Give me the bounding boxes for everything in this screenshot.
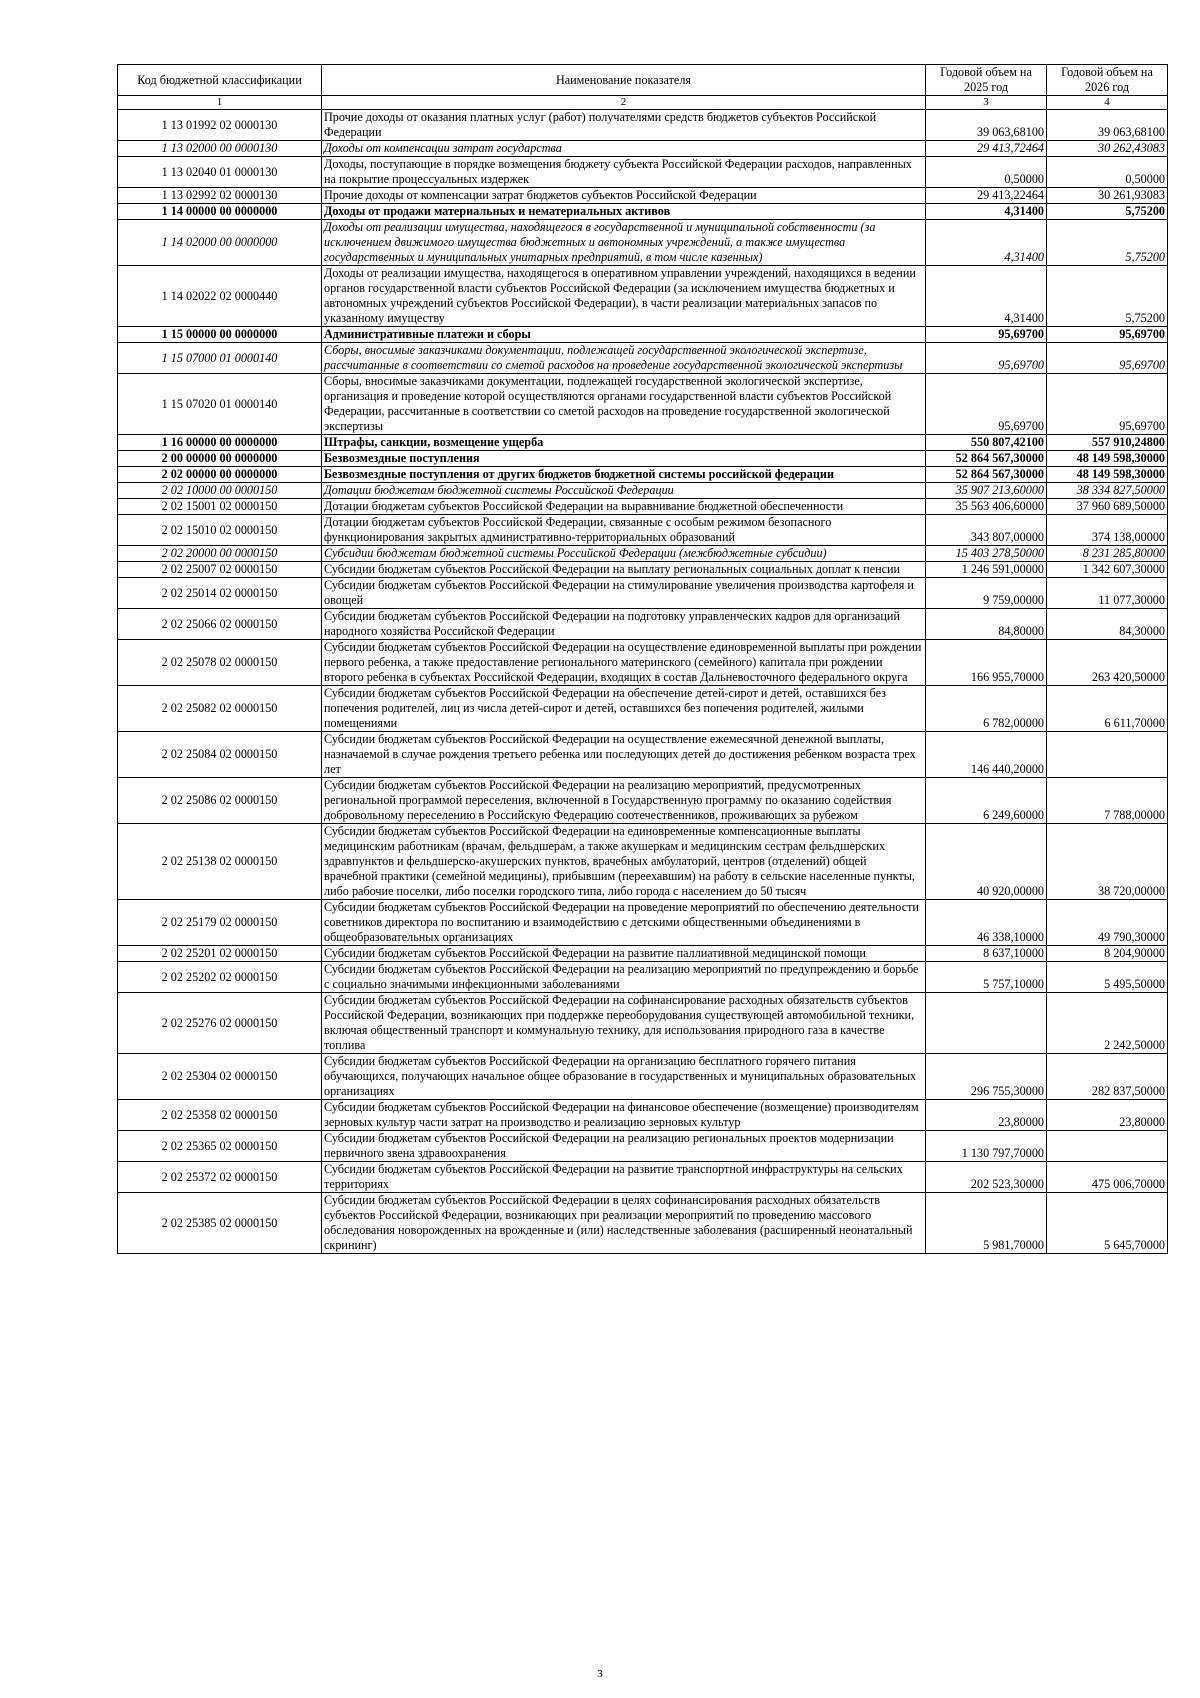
row-value-2026: 23,80000 bbox=[1047, 1100, 1168, 1131]
row-value-2025: 5 757,10000 bbox=[926, 962, 1047, 993]
row-name: Субсидии бюджетам субъектов Российской Федерации на реализацию мероприятий, предусмотренных региональной программой переселения, включенной в Государственную программу по оказанию содействия добровольному переселению в Российскую Федерацию соотечественников, проживающих за рубежом bbox=[322, 778, 926, 824]
header-vol-2026: Годовой объем на 2026 год bbox=[1047, 65, 1168, 96]
row-code: 2 02 25084 02 0000150 bbox=[118, 732, 322, 778]
row-code: 1 14 00000 00 0000000 bbox=[118, 204, 322, 220]
row-code: 1 14 02022 02 0000440 bbox=[118, 266, 322, 327]
row-value-2026: 95,69700 bbox=[1047, 327, 1168, 343]
row-value-2026: 38 720,00000 bbox=[1047, 824, 1168, 900]
row-code: 2 02 25066 02 0000150 bbox=[118, 609, 322, 640]
row-value-2025: 9 759,00000 bbox=[926, 578, 1047, 609]
row-code: 2 02 00000 00 0000000 bbox=[118, 467, 322, 483]
row-value-2025: 15 403 278,50000 bbox=[926, 546, 1047, 562]
row-name: Субсидии бюджетам субъектов Российской Федерации на реализацию мероприятий по предупреждению и борьбе с социально значимыми инфекционными заболеваниями bbox=[322, 962, 926, 993]
row-code: 1 13 02000 00 0000130 bbox=[118, 141, 322, 157]
row-value-2026: 282 837,50000 bbox=[1047, 1054, 1168, 1100]
table-row bbox=[118, 546, 1168, 562]
table-row bbox=[118, 515, 1168, 546]
row-value-2026: 37 960 689,50000 bbox=[1047, 499, 1168, 515]
row-name: Субсидии бюджетам субъектов Российской Федерации на подготовку управленческих кадров для организаций народного хозяйства Российской Федерации bbox=[322, 609, 926, 640]
row-value-2025: 1 246 591,00000 bbox=[926, 562, 1047, 578]
row-name: Доходы от компенсации затрат государства bbox=[322, 141, 926, 157]
table-row bbox=[118, 435, 1168, 451]
row-name: Субсидии бюджетам субъектов Российской Федерации на проведение мероприятий по обеспечению деятельности советников директора по воспитанию и взаимодействию с детскими общественными объединениями в общеобразовательных организациях bbox=[322, 900, 926, 946]
row-value-2025: 46 338,10000 bbox=[926, 900, 1047, 946]
table-row bbox=[118, 483, 1168, 499]
row-value-2026 bbox=[1047, 1131, 1168, 1162]
page-number: 3 bbox=[597, 1668, 603, 1680]
row-name: Безвозмездные поступления bbox=[322, 451, 926, 467]
row-value-2025: 29 413,72464 bbox=[926, 141, 1047, 157]
table-row bbox=[118, 451, 1168, 467]
row-value-2026: 39 063,68100 bbox=[1047, 110, 1168, 141]
column-number-3: 3 bbox=[926, 96, 1047, 110]
row-value-2025 bbox=[926, 993, 1047, 1054]
row-code: 2 02 15010 02 0000150 bbox=[118, 515, 322, 546]
row-value-2025: 8 637,10000 bbox=[926, 946, 1047, 962]
row-name: Прочие доходы от оказания платных услуг (работ) получателями средств бюджетов субъектов Российской Федерации bbox=[322, 110, 926, 141]
row-code: 1 15 07000 01 0000140 bbox=[118, 343, 322, 374]
row-value-2026: 11 077,30000 bbox=[1047, 578, 1168, 609]
row-value-2026: 5 645,70000 bbox=[1047, 1193, 1168, 1254]
row-value-2026: 374 138,00000 bbox=[1047, 515, 1168, 546]
row-code: 2 02 25276 02 0000150 bbox=[118, 993, 322, 1054]
row-name: Субсидии бюджетам субъектов Российской Федерации на обеспечение детей-сирот и детей, оставшихся без попечения родителей, лиц из числа детей-сирот и детей, оставшихся без попечения родителей, жилыми помещениями bbox=[322, 686, 926, 732]
table-row bbox=[118, 374, 1168, 435]
row-value-2025: 5 981,70000 bbox=[926, 1193, 1047, 1254]
row-code: 2 02 25078 02 0000150 bbox=[118, 640, 322, 686]
table-row bbox=[118, 562, 1168, 578]
row-value-2026: 95,69700 bbox=[1047, 374, 1168, 435]
row-value-2026: 95,69700 bbox=[1047, 343, 1168, 374]
column-number-2: 2 bbox=[322, 96, 926, 110]
table-body bbox=[118, 110, 1168, 1254]
row-value-2025: 146 440,20000 bbox=[926, 732, 1047, 778]
row-value-2026: 8 204,90000 bbox=[1047, 946, 1168, 962]
row-name: Сборы, вносимые заказчиками документации, подлежащей государственной экологической экспертизе, рассчитанные в соответствии со сметой расходов на проведение государственной экологической экспертизы bbox=[322, 343, 926, 374]
row-name: Субсидии бюджетам бюджетной системы Российской Федерации (межбюджетные субсидии) bbox=[322, 546, 926, 562]
row-value-2026: 5,75200 bbox=[1047, 204, 1168, 220]
row-value-2025: 550 807,42100 bbox=[926, 435, 1047, 451]
row-name: Дотации бюджетам субъектов Российской Федерации на выравнивание бюджетной обеспеченности bbox=[322, 499, 926, 515]
row-code: 1 14 02000 00 0000000 bbox=[118, 220, 322, 266]
table-row bbox=[118, 1162, 1168, 1193]
row-value-2026: 84,30000 bbox=[1047, 609, 1168, 640]
table-row bbox=[118, 467, 1168, 483]
budget-table bbox=[117, 64, 1168, 1254]
row-value-2026: 30 261,93083 bbox=[1047, 188, 1168, 204]
header-row bbox=[118, 65, 1168, 96]
row-name: Субсидии бюджетам субъектов Российской Федерации в целях софинансирования расходных обязательств субъектов Российской Федерации, возникающих при реализации мероприятий по проведению массового обследования новорожденных на врожденные и (или) наследственные заболевания (расширенный неонатальный скрининг) bbox=[322, 1193, 926, 1254]
row-name: Субсидии бюджетам субъектов Российской Федерации на организацию бесплатного горячего питания обучающихся, получающих начальное общее образование в государственных и муниципальных образовательных организациях bbox=[322, 1054, 926, 1100]
row-code: 2 02 25304 02 0000150 bbox=[118, 1054, 322, 1100]
header-vol-2025: Годовой объем на 2025 год bbox=[926, 65, 1047, 96]
row-name: Прочие доходы от компенсации затрат бюджетов субъектов Российской Федерации bbox=[322, 188, 926, 204]
table-row bbox=[118, 732, 1168, 778]
table-row bbox=[118, 141, 1168, 157]
row-value-2026: 8 231 285,80000 bbox=[1047, 546, 1168, 562]
row-value-2025: 23,80000 bbox=[926, 1100, 1047, 1131]
row-name: Субсидии бюджетам субъектов Российской Федерации на софинансирование расходных обязательств субъектов Российской Федерации, возникающих при поддержке переоборудования существующей автомобильной техники, включая общественный транспорт и коммунальную технику, для использования природного газа в качестве топлива bbox=[322, 993, 926, 1054]
table-row bbox=[118, 778, 1168, 824]
row-code: 1 13 01992 02 0000130 bbox=[118, 110, 322, 141]
row-code: 2 02 25365 02 0000150 bbox=[118, 1131, 322, 1162]
table-row bbox=[118, 499, 1168, 515]
row-value-2025: 202 523,30000 bbox=[926, 1162, 1047, 1193]
row-value-2026: 49 790,30000 bbox=[1047, 900, 1168, 946]
table-row bbox=[118, 946, 1168, 962]
row-value-2025: 6 249,60000 bbox=[926, 778, 1047, 824]
table-row bbox=[118, 1131, 1168, 1162]
row-name: Субсидии бюджетам субъектов Российской Федерации на финансовое обеспечение (возмещение) производителям зерновых культур части затрат на производство и реализацию зерновых культур bbox=[322, 1100, 926, 1131]
row-code: 2 02 25007 02 0000150 bbox=[118, 562, 322, 578]
row-name: Субсидии бюджетам субъектов Российской Федерации на стимулирование увеличения производства картофеля и овощей bbox=[322, 578, 926, 609]
row-name: Доходы, поступающие в порядке возмещения бюджету субъекта Российской Федерации расходов, направленных на покрытие процессуальных издержек bbox=[322, 157, 926, 188]
row-value-2025: 166 955,70000 bbox=[926, 640, 1047, 686]
row-name: Субсидии бюджетам субъектов Российской Федерации на осуществление единовременной выплаты при рождении первого ребенка, а также предоставление регионального материнского (семейного) капитала при рождении второго ребенка в субъектах Российской Федерации, входящих в состав Дальневосточного федерального округа bbox=[322, 640, 926, 686]
table-row bbox=[118, 609, 1168, 640]
table-row bbox=[118, 1100, 1168, 1131]
row-name: Безвозмездные поступления от других бюджетов бюджетной системы российской федерации bbox=[322, 467, 926, 483]
header-name: Наименование показателя bbox=[322, 65, 926, 96]
row-name: Штрафы, санкции, возмещение ущерба bbox=[322, 435, 926, 451]
table-row bbox=[118, 640, 1168, 686]
table-row bbox=[118, 824, 1168, 900]
row-code: 2 02 25014 02 0000150 bbox=[118, 578, 322, 609]
row-code: 2 02 25082 02 0000150 bbox=[118, 686, 322, 732]
row-code: 1 15 07020 01 0000140 bbox=[118, 374, 322, 435]
row-value-2025: 39 063,68100 bbox=[926, 110, 1047, 141]
row-name: Доходы от реализации имущества, находящегося в оперативном управлении учреждений, находящихся в ведении органов государственной власти субъектов Российской Федерации (за исключением имущества бюджетных и автономных учреждений субъектов Российской Федерации), в части реализации материальных запасов по указанному имуществу bbox=[322, 266, 926, 327]
row-name: Субсидии бюджетам субъектов Российской Федерации на осуществление ежемесячной денежной выплаты, назначаемой в случае рождения третьего ребенка или последующих детей до достижения ребенком возраста трех лет bbox=[322, 732, 926, 778]
row-name: Доходы от реализации имущества, находящегося в государственной и муниципальной собственности (за исключением движимого имущества бюджетных и автономных учреждений, а также имущества государственных и муниципальных унитарных предприятий, в том числе казенных) bbox=[322, 220, 926, 266]
row-value-2025: 95,69700 bbox=[926, 327, 1047, 343]
row-code: 2 02 10000 00 0000150 bbox=[118, 483, 322, 499]
table-row bbox=[118, 327, 1168, 343]
column-number-4: 4 bbox=[1047, 96, 1168, 110]
row-code: 2 02 25202 02 0000150 bbox=[118, 962, 322, 993]
row-code: 2 00 00000 00 0000000 bbox=[118, 451, 322, 467]
row-value-2026: 38 334 827,50000 bbox=[1047, 483, 1168, 499]
row-code: 2 02 25086 02 0000150 bbox=[118, 778, 322, 824]
table-row bbox=[118, 110, 1168, 141]
row-code: 1 13 02992 02 0000130 bbox=[118, 188, 322, 204]
row-name: Субсидии бюджетам субъектов Российской Федерации на единовременные компенсационные выплаты медицинским работникам (врачам, фельдшерам, а также акушеркам и медицинским сестрам фельдшерских здравпунктов и фельдшерско-акушерских пунктов, врачебных амбулаторий, центров (отделений) общей врачебной практики (семейной медицины), прибывшим (переехавшим) на работу в сельские населенные пункты, либо рабочие поселки, либо поселки городского типа, либо города с населением до 50 тысяч bbox=[322, 824, 926, 900]
table-row bbox=[118, 188, 1168, 204]
row-value-2026: 30 262,43083 bbox=[1047, 141, 1168, 157]
header-code: Код бюджетной классификации bbox=[118, 65, 322, 96]
row-name: Субсидии бюджетам субъектов Российской Федерации на развитие транспортной инфраструктуры на сельских территориях bbox=[322, 1162, 926, 1193]
row-value-2025: 35 563 406,60000 bbox=[926, 499, 1047, 515]
row-name: Сборы, вносимые заказчиками документации, подлежащей государственной экологической экспертизе, организация и проведение которой осуществляются органами государственной власти субъектов Российской Федерации, рассчитанные в соответствии со сметой расходов на проведение государственной экологической экспертизы bbox=[322, 374, 926, 435]
row-value-2026: 475 006,70000 bbox=[1047, 1162, 1168, 1193]
table-row bbox=[118, 578, 1168, 609]
row-value-2026 bbox=[1047, 732, 1168, 778]
row-name: Административные платежи и сборы bbox=[322, 327, 926, 343]
row-value-2025: 95,69700 bbox=[926, 374, 1047, 435]
row-value-2026: 5,75200 bbox=[1047, 266, 1168, 327]
table-row bbox=[118, 204, 1168, 220]
row-value-2025: 6 782,00000 bbox=[926, 686, 1047, 732]
row-value-2026: 0,50000 bbox=[1047, 157, 1168, 188]
table-row bbox=[118, 1054, 1168, 1100]
row-code: 2 02 25179 02 0000150 bbox=[118, 900, 322, 946]
row-value-2026: 48 149 598,30000 bbox=[1047, 451, 1168, 467]
row-value-2026: 263 420,50000 bbox=[1047, 640, 1168, 686]
row-code: 2 02 25358 02 0000150 bbox=[118, 1100, 322, 1131]
row-name: Субсидии бюджетам субъектов Российской Федерации на реализацию региональных проектов модернизации первичного звена здравоохранения bbox=[322, 1131, 926, 1162]
row-value-2026: 48 149 598,30000 bbox=[1047, 467, 1168, 483]
table-row bbox=[118, 157, 1168, 188]
row-value-2025: 1 130 797,70000 bbox=[926, 1131, 1047, 1162]
row-code: 2 02 15001 02 0000150 bbox=[118, 499, 322, 515]
table-row bbox=[118, 343, 1168, 374]
row-value-2026: 557 910,24800 bbox=[1047, 435, 1168, 451]
row-code: 2 02 25385 02 0000150 bbox=[118, 1193, 322, 1254]
row-value-2025: 296 755,30000 bbox=[926, 1054, 1047, 1100]
row-value-2025: 84,80000 bbox=[926, 609, 1047, 640]
row-code: 2 02 25372 02 0000150 bbox=[118, 1162, 322, 1193]
row-value-2026: 1 342 607,30000 bbox=[1047, 562, 1168, 578]
row-value-2025: 35 907 213,60000 bbox=[926, 483, 1047, 499]
column-number-row bbox=[118, 96, 1168, 110]
row-name: Дотации бюджетам бюджетной системы Российской Федерации bbox=[322, 483, 926, 499]
row-value-2026: 7 788,00000 bbox=[1047, 778, 1168, 824]
table-row bbox=[118, 962, 1168, 993]
table-row bbox=[118, 220, 1168, 266]
row-name: Субсидии бюджетам субъектов Российской Федерации на выплату региональных социальных доплат к пенсии bbox=[322, 562, 926, 578]
row-value-2025: 343 807,00000 bbox=[926, 515, 1047, 546]
row-value-2025: 95,69700 bbox=[926, 343, 1047, 374]
row-value-2025: 29 413,22464 bbox=[926, 188, 1047, 204]
table-row bbox=[118, 993, 1168, 1054]
row-code: 2 02 25138 02 0000150 bbox=[118, 824, 322, 900]
budget-table-sheet bbox=[117, 64, 1167, 1254]
row-code: 1 13 02040 01 0000130 bbox=[118, 157, 322, 188]
row-value-2025: 4,31400 bbox=[926, 204, 1047, 220]
row-code: 2 02 20000 00 0000150 bbox=[118, 546, 322, 562]
row-name: Дотации бюджетам субъектов Российской Федерации, связанные с особым режимом безопасного функционирования закрытых административно-территориальных образований bbox=[322, 515, 926, 546]
row-code: 2 02 25201 02 0000150 bbox=[118, 946, 322, 962]
row-value-2025: 4,31400 bbox=[926, 266, 1047, 327]
row-value-2026: 5 495,50000 bbox=[1047, 962, 1168, 993]
column-number-1: 1 bbox=[118, 96, 322, 110]
table-row bbox=[118, 686, 1168, 732]
row-value-2025: 4,31400 bbox=[926, 220, 1047, 266]
row-value-2026: 2 242,50000 bbox=[1047, 993, 1168, 1054]
table-row bbox=[118, 1193, 1168, 1254]
row-name: Субсидии бюджетам субъектов Российской Федерации на развитие паллиативной медицинской помощи bbox=[322, 946, 926, 962]
table-row bbox=[118, 266, 1168, 327]
row-code: 1 15 00000 00 0000000 bbox=[118, 327, 322, 343]
row-value-2025: 52 864 567,30000 bbox=[926, 451, 1047, 467]
row-value-2026: 6 611,70000 bbox=[1047, 686, 1168, 732]
row-code: 1 16 00000 00 0000000 bbox=[118, 435, 322, 451]
table-row bbox=[118, 900, 1168, 946]
row-value-2025: 52 864 567,30000 bbox=[926, 467, 1047, 483]
row-value-2026: 5,75200 bbox=[1047, 220, 1168, 266]
row-value-2025: 0,50000 bbox=[926, 157, 1047, 188]
row-value-2025: 40 920,00000 bbox=[926, 824, 1047, 900]
row-name: Доходы от продажи материальных и нематериальных активов bbox=[322, 204, 926, 220]
